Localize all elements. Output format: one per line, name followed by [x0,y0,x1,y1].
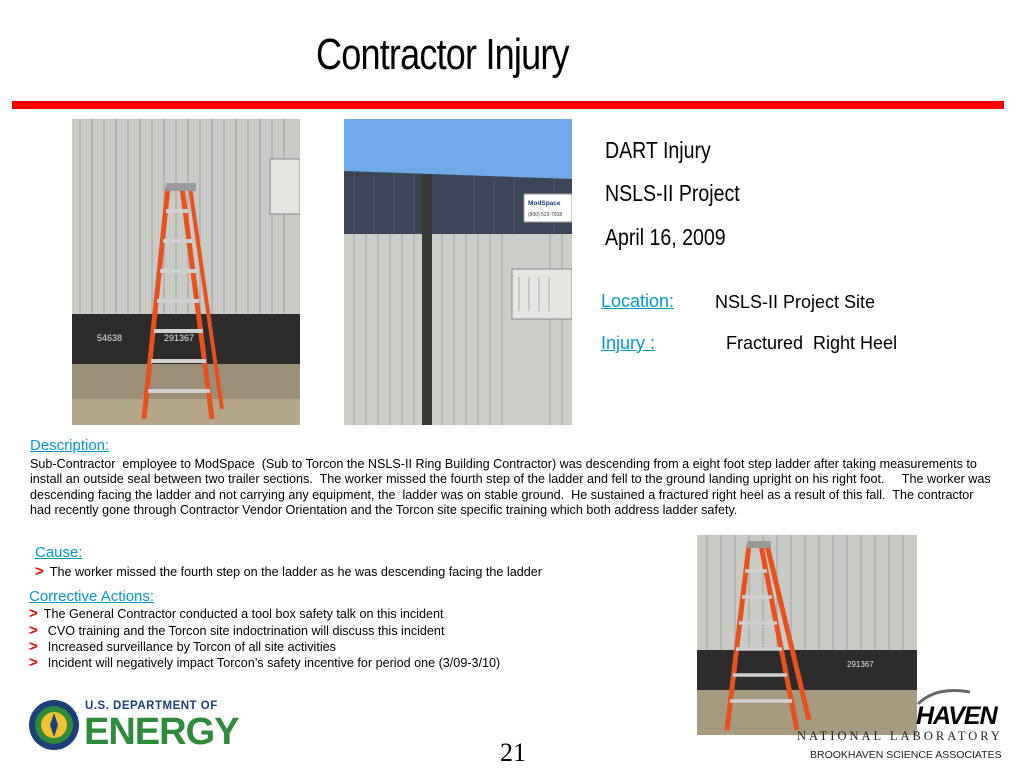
injury-label: Injury : [601,333,656,353]
sign-brand-text: ModSpace [528,200,561,207]
description-label: Description: [30,437,110,454]
doe-seal-icon [28,699,80,751]
bullet-arrow-icon: > [29,638,38,655]
project-name: NSLS-II Project [605,180,740,206]
sign-phone-text: (800) 523-7918 [528,212,563,218]
title-divider [12,101,1004,109]
injury-value: Fractured Right Heel [726,333,898,353]
corrective-action-text: Incident will negatively impact Torcon’s safety incentive for period one (3/09-3/10) [47,656,501,670]
bullet-arrow-icon: > [35,563,44,580]
ladder-photo [72,119,300,425]
bnl-subtitle-text: NATIONAL LABORATORY [797,729,1003,743]
trailer-number-text: 54638 [97,333,123,343]
cause-item-text: The worker missed the fourth step on the ladder as he was descending facing the ladder [49,565,542,579]
corrective-action-text: CVO training and the Torcon site indoctrination will discuss this incident [47,624,445,638]
corrective-action-item [29,622,444,639]
bullet-arrow-icon: > [29,622,38,639]
bnl-associates-text: BROOKHAVEN SCIENCE ASSOCIATES [810,749,1002,761]
location-value: NSLS-II Project Site [715,292,876,312]
page-number: 21 [500,738,526,767]
trailer-number-text: 291367 [847,660,874,669]
slide-title: Contractor Injury [316,30,569,79]
location-label: Location: [601,291,675,311]
incident-type: DART Injury [605,137,711,163]
trailer-seam-photo [344,119,572,425]
bullet-arrow-icon: > [29,654,38,671]
doe-department-text: U.S. DEPARTMENT OF [85,700,218,712]
corrective-actions-label: Corrective Actions: [29,588,155,605]
description-text: Sub-Contractor employee to ModSpace (Sub to Torcon the NSLS-II Ring Building Contractor) was descending from a eight foot step ladder after taking measurements to install an outside seal between two trailer sections. The worker missed the fourth step of the ladder and fell to the ground landing upright on his right foot. The worker was descending facing the ladder and not carrying any equipment, the ladder was on stable ground. He sustained a fractured right heel as a result of this fall. The contractor had recently gone through Contractor Vendor Orientation and the Torcon site specific training which both address ladder safety. [30,457,995,518]
cause-item [35,563,542,580]
trailer-number-text: 291367 [164,333,195,343]
corrective-action-text: The General Contractor conducted a tool box safety talk on this incident [43,607,444,621]
ladder-closeup-photo [697,535,917,735]
corrective-action-item [29,654,500,671]
doe-energy-text: ENERGY [84,711,239,753]
cause-label: Cause: [35,544,83,561]
corrective-action-item [29,605,444,622]
corrective-action-item [29,638,336,655]
incident-date: April 16, 2009 [605,224,726,250]
bullet-arrow-icon: > [29,605,38,622]
corrective-action-text: Increased surveillance by Torcon of all site activities [47,640,336,654]
bnl-logo-text: HAVEN [916,702,997,730]
